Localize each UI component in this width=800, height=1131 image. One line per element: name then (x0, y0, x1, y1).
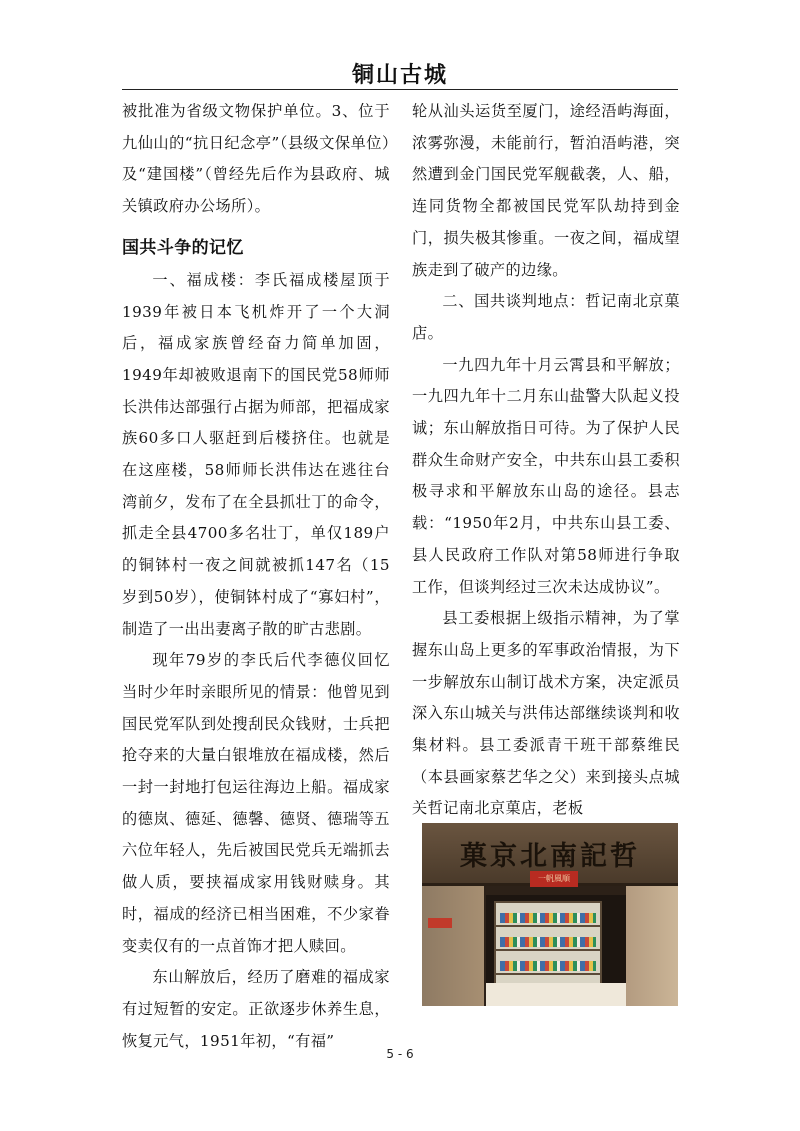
shelf-board (496, 973, 600, 975)
paragraph-negotiation-site: 二、国共谈判地点：哲记南北京菓店。 (412, 292, 680, 342)
red-plaque: 一帆風順 (530, 871, 578, 887)
right-column (412, 96, 680, 825)
left-column (122, 96, 390, 1057)
shop-photo (422, 823, 678, 1006)
shelf-goods (500, 937, 596, 947)
shelf-board (496, 925, 600, 927)
shelf-board (496, 949, 600, 951)
paragraph-li-deyi-memory: 现年79岁的李氏后代李德仪回忆当时少年时亲眼所见的情景：他曾见到国民党军队到处搜刮民众钱财，士兵把抢夺来的大量白银堆放在福成楼，然后一封一封地打包运往海边上船。福成家的德岚、德延、德馨、德贤、德瑞等五六位年轻人，先后被国民党兵无端抓去做人质，要挟福成家用钱财赎身。其时，福成的经济已相当困难，不少家眷变卖仅有的一点首饰才把人赎回。 (122, 651, 390, 955)
header-divider (122, 89, 678, 90)
page-number: 5 - 6 (386, 1047, 414, 1061)
paragraph-after-liberation: 东山解放后，经历了磨难的福成家有过短暂的安定。正欲逐步休养生息，恢复元气，1951年初，“有福” (122, 968, 390, 1050)
paragraph-peaceful-liberation: 一九四九年十月云霄县和平解放；一九四九年十二月东山盐警大队起义投诚；东山解放指日可待。为了保护人民群众生命财产安全，中共东山县工委积极寻求和平解放东山岛的途径。县志载：“1950年2月，中共东山县工委、县人民政府工作队对第58师进行争取工作，但谈判经过三次未达成协议”。 (412, 355, 680, 596)
paragraph-fucheng-building: 一、福成楼：李氏福成楼屋顶于1939年被日本飞机炸开了一个大洞后，福成家族曾经奋力简单加固，1949年却被败退南下的国民党58师师长洪伟达部强行占据为师部，把福成家族60多口人驱赶到后楼挤住。也就是在这座楼，58师师长洪伟达在逃往台湾前夕，发布了在全县抓壮丁的命令，抓走全县4700多名壮丁，单仅189户的铜钵村一夜之间就被抓147名（15岁到50岁），使铜钵村成了“寡妇村”，制造了一出出妻离子散的旷古悲剧。 (122, 270, 390, 638)
shop-wall-left (422, 886, 484, 1006)
shelf-goods (500, 961, 596, 971)
page-header-title: 铜山古城 (351, 63, 448, 88)
section-heading: 国共斗争的记忆 (122, 237, 244, 258)
shop-signboard: 菓京北南記哲 (422, 823, 678, 886)
shop-counter (486, 983, 626, 1006)
red-notice-tag (428, 918, 452, 928)
shop-wall-right (626, 886, 678, 1006)
paragraph-continued: 轮从汕头运货至厦门，途经浯屿海面，浓雾弥漫，未能前行，暂泊浯屿港，突然遭到金门国民党军舰截袭，人、船，连同货物全都被国民党军队劫持到金门，损失极其惨重。一夜之间，福成望族走到了破产的边缘。 (412, 102, 680, 279)
paragraph-county-committee: 县工委根据上级指示精神，为了掌握东山岛上更多的军事政治情报，为下一步解放东山制订战术方案，决定派员深入东山城关与洪伟达部继续谈判和收集材料。县工委派青干班干部蔡维民（本县画家蔡艺华之父）来到接头点城关哲记南北京菓店，老板 (412, 609, 680, 818)
intro-paragraph: 被批准为省级文物保护单位。3、位于九仙山的“抗日纪念亭”（县级文保单位）及“建国楼”（曾经先后作为县政府、城关镇政府办公场所）。 (122, 102, 390, 216)
shelf-goods (500, 913, 596, 923)
